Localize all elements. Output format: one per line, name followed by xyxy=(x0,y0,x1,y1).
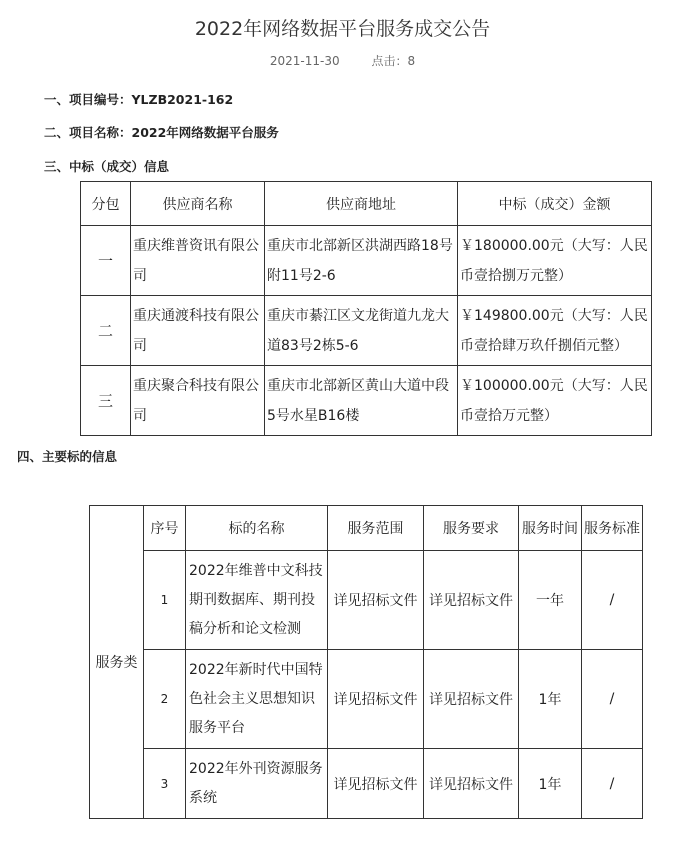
supplier-name-cell: 重庆通渡科技有限公司 xyxy=(131,296,265,366)
table-row xyxy=(81,226,652,296)
header-supplier-address: 供应商地址 xyxy=(265,182,458,226)
header-award-amount: 中标（成交）金额 xyxy=(458,182,652,226)
table-row xyxy=(90,749,643,819)
service-time-cell: 1年 xyxy=(519,749,582,819)
header-index: 序号 xyxy=(144,506,186,551)
item-name-cell: 2022年新时代中国特色社会主义思想知识服务平台 xyxy=(186,650,328,749)
header-item-name: 标的名称 xyxy=(186,506,328,551)
table-row xyxy=(90,650,643,749)
award-amount-cell: ￥100000.00元（大写：人民币壹拾万元整） xyxy=(458,366,652,436)
table-row xyxy=(81,296,652,366)
service-time-cell: 一年 xyxy=(519,551,582,650)
award-amount-cell: ￥180000.00元（大写：人民币壹拾捌万元整） xyxy=(458,226,652,296)
service-scope-cell: 详见招标文件 xyxy=(328,551,424,650)
supplier-name-cell: 重庆聚合科技有限公司 xyxy=(131,366,265,436)
service-standard-cell: / xyxy=(582,551,643,650)
service-time-cell: 1年 xyxy=(519,650,582,749)
publish-date: 2021-11-30 xyxy=(269,54,340,68)
service-requirement-cell: 详见招标文件 xyxy=(424,650,519,749)
package-cell: 三 xyxy=(81,366,131,436)
category-cell: 服务类 xyxy=(90,506,144,819)
service-standard-cell: / xyxy=(582,749,643,819)
items-table-header xyxy=(90,506,643,551)
page-title: 2022年网络数据平台服务成交公告 xyxy=(194,18,491,40)
header-service-scope: 服务范围 xyxy=(328,506,424,551)
index-cell: 3 xyxy=(144,749,186,819)
header-service-standard: 服务标准 xyxy=(582,506,643,551)
header-package: 分包 xyxy=(81,182,131,226)
table-row xyxy=(90,551,643,650)
service-requirement-cell: 详见招标文件 xyxy=(424,551,519,650)
main-items-heading: 四、主要标的信息 xyxy=(17,449,118,464)
header-service-requirement: 服务要求 xyxy=(424,506,519,551)
index-cell: 1 xyxy=(144,551,186,650)
header-supplier-name: 供应商名称 xyxy=(131,182,265,226)
supplier-address-cell: 重庆市北部新区洪湖西路18号附11号2-6 xyxy=(265,226,458,296)
award-info-heading: 三、中标（成交）信息 xyxy=(44,159,170,174)
service-standard-cell: / xyxy=(582,650,643,749)
supplier-address-cell: 重庆市綦江区文龙街道九龙大道83号2栋5-6 xyxy=(265,296,458,366)
publish-meta xyxy=(0,52,685,69)
service-requirement-cell: 详见招标文件 xyxy=(424,749,519,819)
item-name-cell: 2022年维普中文科技期刊数据库、期刊投稿分析和论文检测 xyxy=(186,551,328,650)
service-scope-cell: 详见招标文件 xyxy=(328,650,424,749)
project-number: 一、项目编号：YLZB2021-162 xyxy=(44,92,234,107)
award-amount-cell: ￥149800.00元（大写：人民币壹拾肆万玖仟捌佰元整） xyxy=(458,296,652,366)
award-table xyxy=(80,181,652,436)
items-table xyxy=(89,505,643,819)
project-name: 二、项目名称：2022年网络数据平台服务 xyxy=(44,125,279,140)
supplier-name-cell: 重庆维普资讯有限公司 xyxy=(131,226,265,296)
service-scope-cell: 详见招标文件 xyxy=(328,749,424,819)
index-cell: 2 xyxy=(144,650,186,749)
table-row xyxy=(81,366,652,436)
award-table-header xyxy=(81,182,652,226)
package-cell: 二 xyxy=(81,296,131,366)
supplier-address-cell: 重庆市北部新区黄山大道中段5号水星B16楼 xyxy=(265,366,458,436)
package-cell: 一 xyxy=(81,226,131,296)
click-count: 点击：8 xyxy=(371,54,416,68)
item-name-cell: 2022年外刊资源服务系统 xyxy=(186,749,328,819)
header-service-time: 服务时间 xyxy=(519,506,582,551)
